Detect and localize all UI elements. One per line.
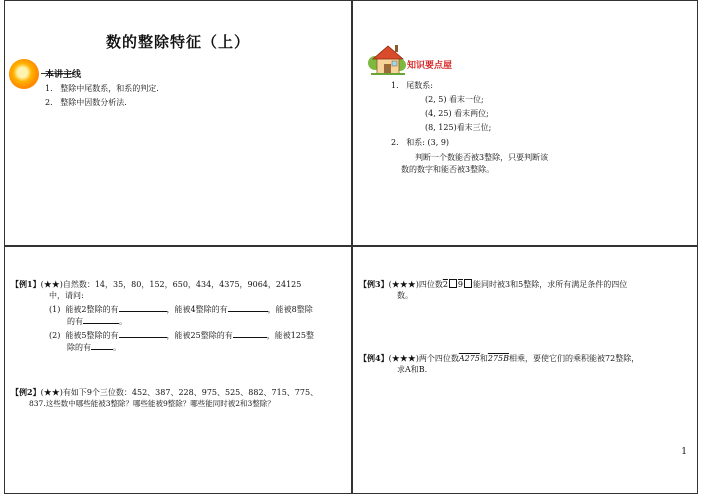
example-1-line-2: 中，请问: <box>49 291 84 300</box>
difficulty-stars: (★★) <box>40 388 63 397</box>
number-a275: A275 <box>458 354 480 363</box>
number-275b: 275B <box>487 354 510 363</box>
question-number: (2) <box>49 331 61 340</box>
question-text: 能被5整除的有 <box>65 331 119 340</box>
sun-icon <box>9 59 39 89</box>
rule-line-3: (8, 125)看末三位; <box>425 123 492 132</box>
question-text: 的有 <box>67 317 83 326</box>
difficulty-stars: (★★★) <box>388 280 419 289</box>
point-text: 和系: (3, 9) <box>406 138 450 147</box>
slide-overview <box>4 0 352 246</box>
house-icon <box>367 41 407 77</box>
example-label: 【例2】 <box>11 387 41 397</box>
example-text: 自然数：14，35，80，152，650，434，4375，9064，24125 <box>62 280 302 289</box>
example-4-line-2: 求A和B. <box>397 365 428 374</box>
knowledge-title: 知识要点屋 <box>407 61 453 71</box>
question-2 <box>11 329 347 341</box>
question-text: ，能被8整除 <box>267 305 313 314</box>
answer-blank <box>233 329 267 338</box>
question-text: 能被2整除的有 <box>65 305 119 314</box>
example-text: 能同时被3和5整除，求所有满足条件的四位 <box>473 280 628 289</box>
answer-blank <box>119 303 167 312</box>
question-text: 。 <box>119 317 127 326</box>
digit: 2 <box>442 280 448 289</box>
example-3 <box>359 279 693 301</box>
answer-blank <box>119 329 167 338</box>
example-4-line-1 <box>359 353 695 364</box>
slide-examples-1-2 <box>4 246 352 494</box>
item-number: 1. <box>45 84 53 93</box>
slide-examples-3-4 <box>352 246 698 494</box>
example-text: 相乘，要使它们的乘积能被72整除， <box>509 354 640 363</box>
item-text: 整除中因数分析法. <box>60 98 127 107</box>
point-2 <box>391 137 449 148</box>
example-label: 【例1】 <box>11 279 41 289</box>
answer-blank <box>83 315 119 324</box>
example-2 <box>11 387 351 409</box>
example-3-line-1 <box>359 279 693 290</box>
overview-item-1 <box>45 83 159 94</box>
example-label: 【例4】 <box>359 353 389 363</box>
blank-digit-box <box>464 279 472 288</box>
digit: 9 <box>457 280 464 289</box>
question-text: ，能被4整除的有 <box>166 305 228 314</box>
question-text: 。 <box>113 343 121 352</box>
example-3-line-2: 数。 <box>397 291 413 300</box>
example-1 <box>11 279 347 353</box>
question-text: ，能被125整 <box>266 331 314 340</box>
item-text: 整除中尾数系，和系的判定. <box>60 84 159 93</box>
point-number: 2. <box>391 138 399 147</box>
point-2-desc-1: 判断一个数能否被3整除，只要判断该 <box>415 153 549 162</box>
question-1-cont <box>11 315 347 327</box>
point-number: 1. <box>391 81 399 90</box>
example-2-line-2: 837.这些数中哪些能被3整除？哪些能被9整除？哪些能同时被2和3整除？ <box>29 399 275 408</box>
overview-item-2 <box>45 97 127 108</box>
point-2-desc-2: 数的数字和能否被3整除。 <box>401 165 495 174</box>
main-heading: 本讲主线 <box>45 70 82 80</box>
question-1 <box>11 303 347 315</box>
example-text: 四位数 <box>418 280 443 289</box>
example-4 <box>359 353 695 375</box>
answer-blank <box>91 341 113 350</box>
answer-blank <box>228 303 268 312</box>
blank-digit-box <box>449 279 457 288</box>
example-text: 和 <box>479 354 488 363</box>
example-text: 有如下9个三位数：452、387、228、975、525、882、715、775、 <box>62 388 319 397</box>
slide-title: 数的整除特征（上） <box>105 33 250 51</box>
question-2-cont <box>11 341 347 353</box>
question-number: (1) <box>49 305 61 314</box>
question-text: 除的有 <box>67 343 91 352</box>
question-text: ，能被25整除的有 <box>166 331 233 340</box>
point-1 <box>391 80 433 91</box>
four-digit-number <box>443 280 473 289</box>
example-1-line-1 <box>11 279 347 290</box>
example-text: 两个四位数 <box>418 354 459 363</box>
item-number: 2. <box>45 98 53 107</box>
page-number: 1 <box>681 447 687 457</box>
difficulty-stars: (★★★) <box>388 354 419 363</box>
example-label: 【例3】 <box>359 279 389 289</box>
difficulty-stars: (★★) <box>40 280 63 289</box>
point-text: 尾数系: <box>406 81 433 90</box>
example-2-line-1 <box>11 387 351 398</box>
rule-line-2: (4, 25) 看末两位; <box>425 109 489 118</box>
rule-line-1: (2, 5) 看末一位; <box>425 95 484 104</box>
slide-knowledge <box>352 0 698 246</box>
